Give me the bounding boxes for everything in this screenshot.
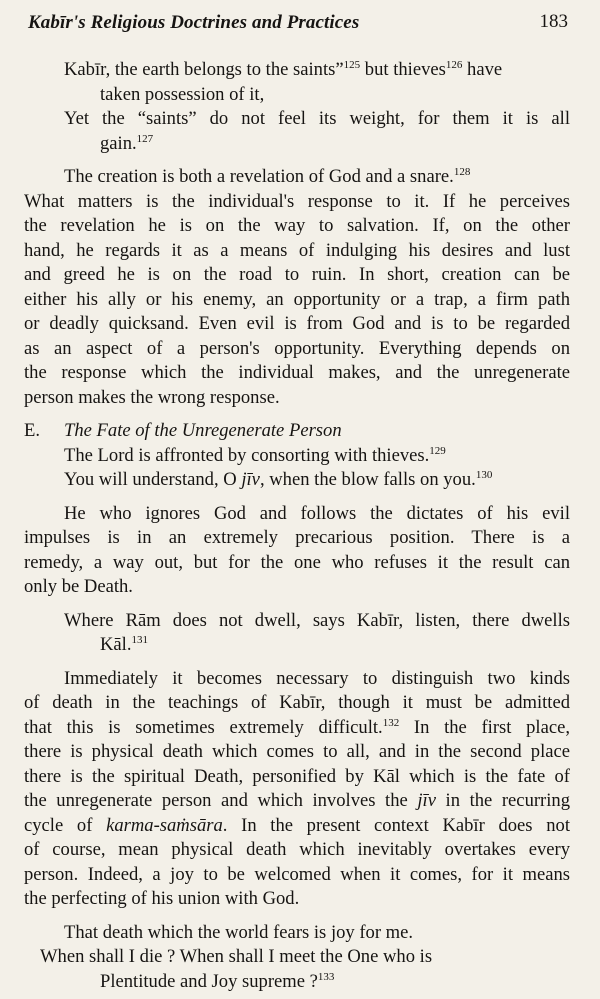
footnote-ref: 131: [131, 633, 148, 646]
verse-line: Where Rām does not dwell, says Kabīr, listen, there dwells: [64, 609, 570, 631]
section-letter: E.: [24, 420, 41, 441]
verse-line: taken possession of it,: [100, 83, 265, 105]
paragraph-line: The creation is both a revelation of God and a snare.$^{128}$: [64, 165, 471, 187]
paragraph-line: that this is sometimes extremely difficult.$^{132}$ In the first place,: [24, 716, 570, 738]
footnote-ref: 130: [475, 468, 493, 481]
verse-line: That death which the world fears is joy for me.: [64, 921, 414, 943]
paragraph-line: there is physical death which comes to all, and in the second place: [24, 741, 570, 762]
footnote-ref: 129: [429, 444, 446, 457]
paragraph-line: either his ally or his enemy, an opportunity or a trap, a firm path: [24, 288, 570, 310]
footnote-ref: 127: [136, 132, 154, 145]
verse-line: Kabīr, the earth belongs to the saints”$^{125}$ but thieves$^{126}$ have: [64, 58, 503, 80]
paragraph-line: the revelation he is on the way to salvation. If, on the other: [24, 215, 570, 236]
footnote-ref: 126: [445, 58, 463, 71]
verse-block-1: [24, 58, 570, 156]
page-number: 183: [539, 11, 568, 32]
footnote-ref: 132: [382, 716, 400, 729]
paragraph-line: cycle of karma-saṁsāra. In the present context Kabīr does not: [24, 814, 570, 836]
verse-line: You will understand, O jīv, when the blow falls on you.$^{130}$: [64, 468, 493, 490]
paragraph-line: Immediately it becomes necessary to distinguish two kinds: [64, 667, 570, 689]
paragraph-3: [24, 667, 570, 912]
verse-line: Plentitude and Joy supreme ?$^{133}$: [100, 970, 335, 992]
paragraph-line: the perfecting of his union with God.: [24, 888, 300, 909]
paragraph-line: there is the spiritual Death, personified by Kāl which is the fate of: [24, 765, 570, 787]
verse-line: Kāl.$^{131}$: [100, 633, 148, 655]
paragraph-1: [24, 165, 570, 410]
paragraph-line: the unregenerate person and which involves the jīv in the recurring: [24, 790, 570, 811]
running-title: Kabīr's Religious Doctrines and Practices: [28, 12, 360, 33]
verse-line: When shall I die ? When shall I meet the One who is: [40, 946, 433, 967]
paragraph-line: impulses is in an extremely precarious position. There is a: [24, 527, 570, 548]
running-head: [24, 8, 570, 38]
paragraph-line: of course, mean physical death which inevitably overtakes every: [24, 839, 570, 860]
footnote-ref: 128: [453, 165, 471, 178]
paragraph-line: remedy, a way out, but for the one who refuses it the result can: [24, 551, 570, 573]
paragraph-line: or deadly quicksand. Even evil is from God and is to be regarded: [24, 313, 570, 334]
footnote-ref: 125: [343, 58, 361, 71]
paragraph-2: [24, 502, 570, 600]
paragraph-line: What matters is the individual's response to it. If he perceives: [24, 190, 570, 212]
verse-block-3: [24, 609, 570, 658]
paragraph-line: He who ignores God and follows the dictates of his evil: [64, 502, 570, 524]
paragraph-line: and greed he is on the road to ruin. In short, creation can be: [24, 264, 570, 285]
footnote-ref: 133: [317, 970, 335, 983]
paragraph-line: the response which the individual makes, and the unregenerate: [24, 362, 570, 383]
paragraph-line: person makes the wrong response.: [24, 386, 280, 408]
verse-line: Yet the “saints” do not feel its weight, for them it is all: [64, 108, 570, 129]
paragraph-line: only be Death.: [24, 576, 133, 597]
section-heading: [24, 419, 570, 444]
section-title: The Fate of the Unregenerate Person: [64, 420, 342, 441]
paragraph-line: person. Indeed, a joy to be welcomed when it comes, for it means: [24, 863, 570, 885]
paragraph-line: of death in the teachings of Kabīr, though it must be admitted: [24, 692, 570, 713]
verse-line: gain.$^{127}$: [100, 132, 154, 154]
verse-block-2: [24, 444, 570, 493]
verse-block-4: [24, 921, 570, 995]
paragraph-line: hand, he regards it as a means of indulging his desires and lust: [24, 239, 570, 261]
paragraph-line: as an aspect of a person's opportunity. Everything depends on: [24, 337, 570, 359]
verse-line: The Lord is affronted by consorting with thieves.$^{129}$: [64, 444, 446, 466]
page-body: [24, 58, 570, 994]
